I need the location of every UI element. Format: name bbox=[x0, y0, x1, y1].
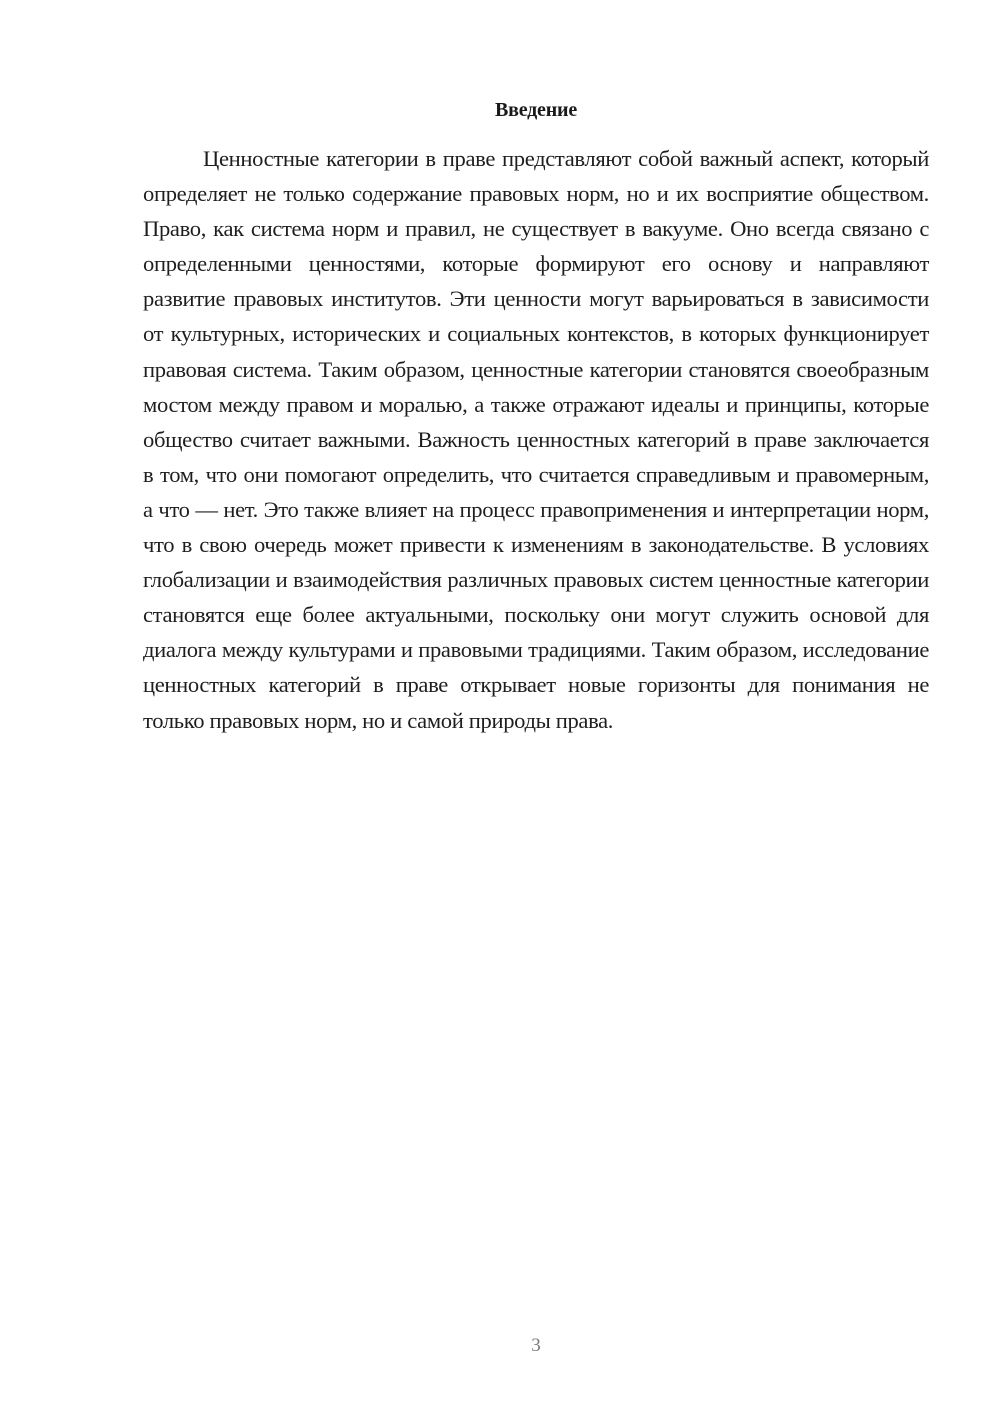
intro-paragraph: Ценностные категории в праве представляют собой важный аспект, который определяет не только содержание правовых норм, но и их восприятие обществом. Право, как система норм и правил, не существует в вакууме. Оно всегда связано с определенными ценностями, которые формируют его основу и направляют развитие правовых институтов. Эти ценности могут варьироваться в зависимости от культурных, исторических и социальных контекстов, в которых функционирует правовая система. Таким образом, ценностные категории становятся своеобразным мостом между правом и моралью, а также отражают идеалы и принципы, которые общество считает важными. Важность ценностных категорий в праве заключается в том, что они помогают определить, что считается справедливым и правомерным, а что — нет. Это также влияет на процесс правоприменения и интерпретации норм, что в свою очередь может привести к изменениям в законодательстве. В условиях глобализации и взаимодействия различных правовых систем ценностные категории становятся еще более актуальными, поскольку они могут служить основой для диалога между культурами и правовыми традициями. Таким образом, исследование ценностных категорий в праве открывает новые горизонты для понимания не только правовых норм, но и самой природы права. bbox=[143, 146, 929, 733]
section-heading: Введение bbox=[494, 99, 578, 121]
page-number: 3 bbox=[531, 1335, 541, 1356]
